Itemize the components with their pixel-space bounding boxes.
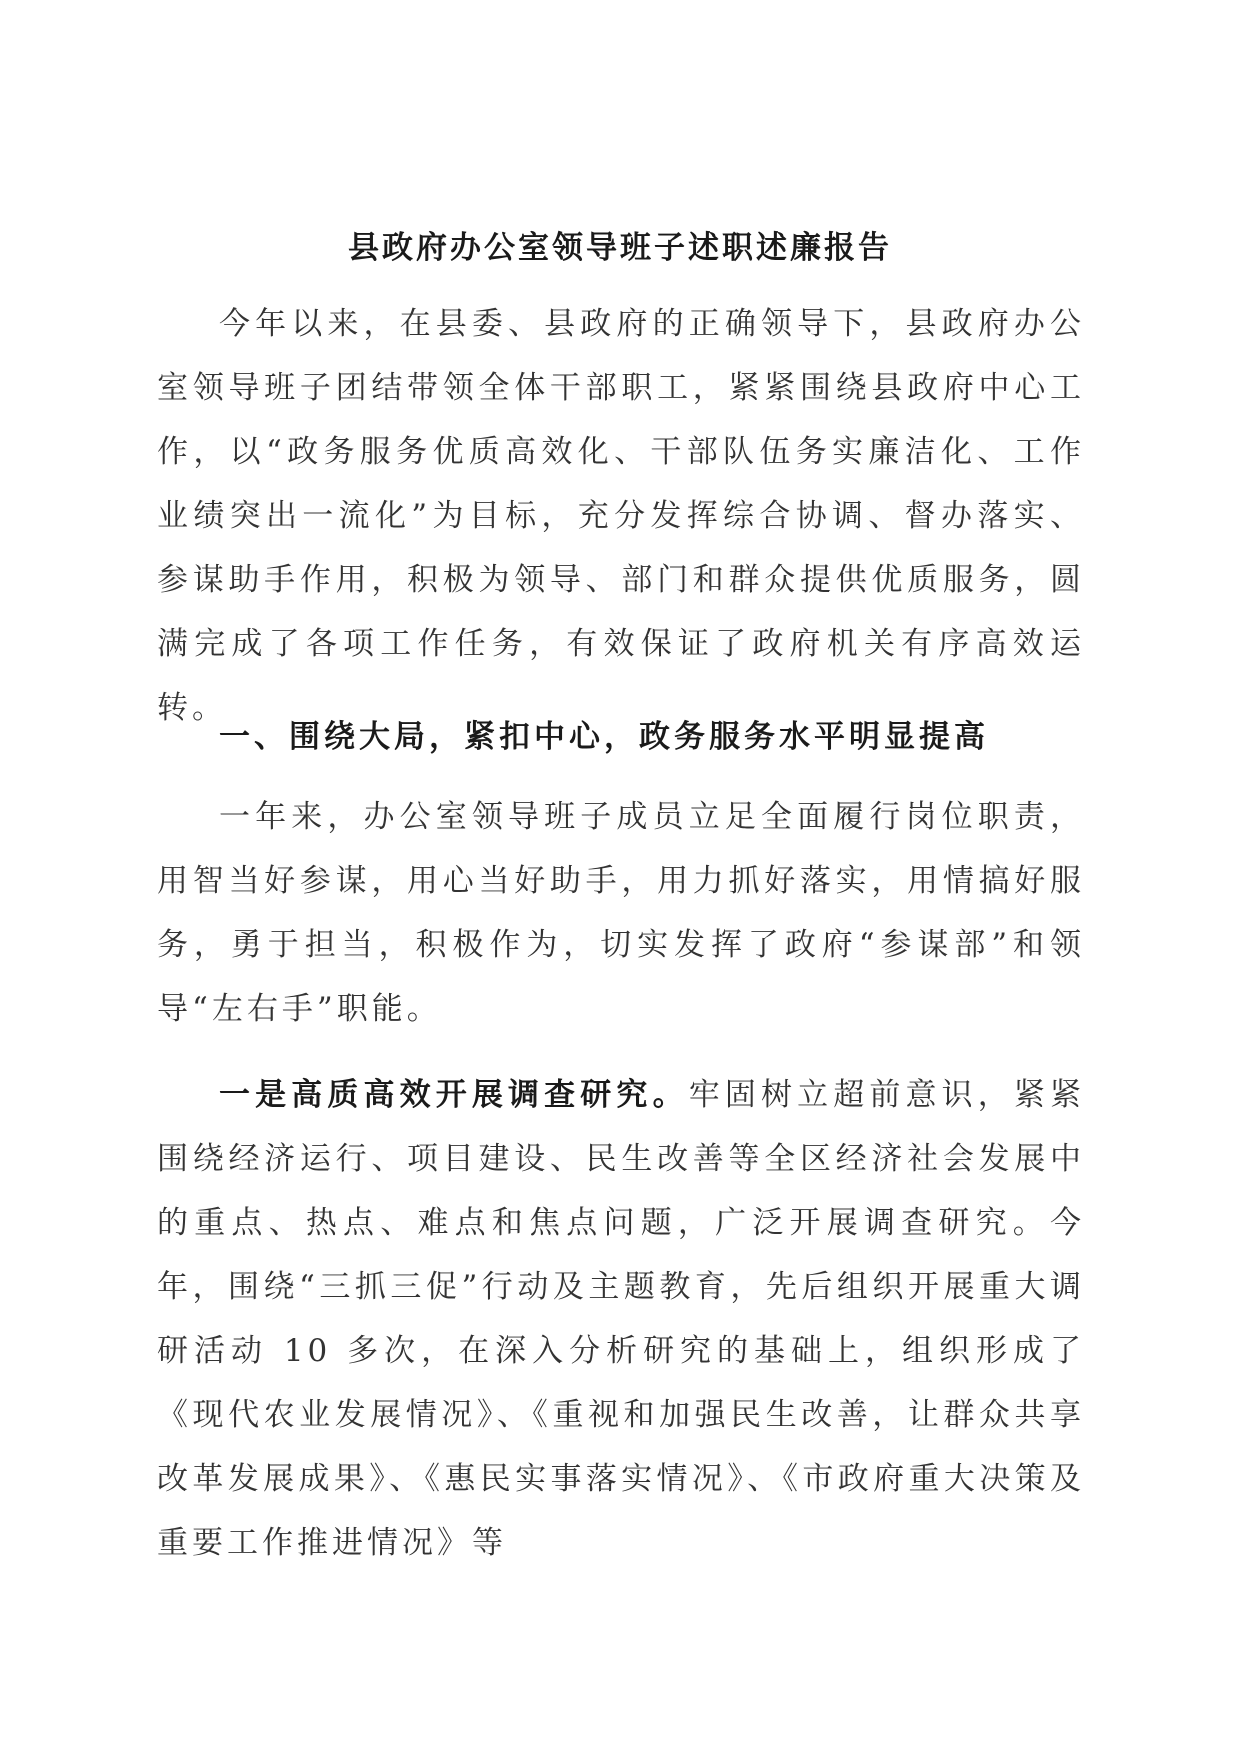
intro-paragraph: 今年以来，在县委、县政府的正确领导下，县政府办公室领导班子团结带领全体干部职工，紧紧围绕县政府中心工作，以“政务服务优质高效化、干部队伍务实廉洁化、工作业绩突出一流化”为目标，充分发挥综合协调、督办落实、参谋助手作用，积极为领导、部门和群众提供优质服务，圆满完成了各项工作任务，有效保证了政府机关有序高效运转。 — [157, 306, 1085, 726]
section-heading-1: 一、围绕大局，紧扣中心，政务服务水平明显提高 — [219, 719, 989, 755]
item-1-lead: 一是高质高效开展调查研究。 — [219, 1077, 689, 1113]
section-1-paragraph: 一年来，办公室领导班子成员立足全面履行岗位职责，用智当好参谋，用心当好助手，用力抓好落实，用情搞好服务，勇于担当，积极作为，切实发挥了政府“参谋部”和领导“左右手”职能。 — [157, 799, 1085, 1027]
document-title: 县政府办公室领导班子述职述廉报告 — [348, 230, 892, 266]
item-1-paragraph — [157, 1063, 1085, 1575]
item-1-body: 牢固树立超前意识，紧紧围绕经济运行、项目建设、民生改善等全区经济社会发展中的重点、热点、难点和焦点问题，广泛开展调查研究。今年，围绕“三抓三促”行动及主题教育，先后组织开展重大调研活动 10 多次，在深入分析研究的基础上，组织形成了《现代农业发展情况》、《重视和加强民生改善，让群众共享改革发展成果》、《惠民实事落实情况》、《市政府重大决策及重要工作推进情况》等 — [157, 1077, 1086, 1561]
